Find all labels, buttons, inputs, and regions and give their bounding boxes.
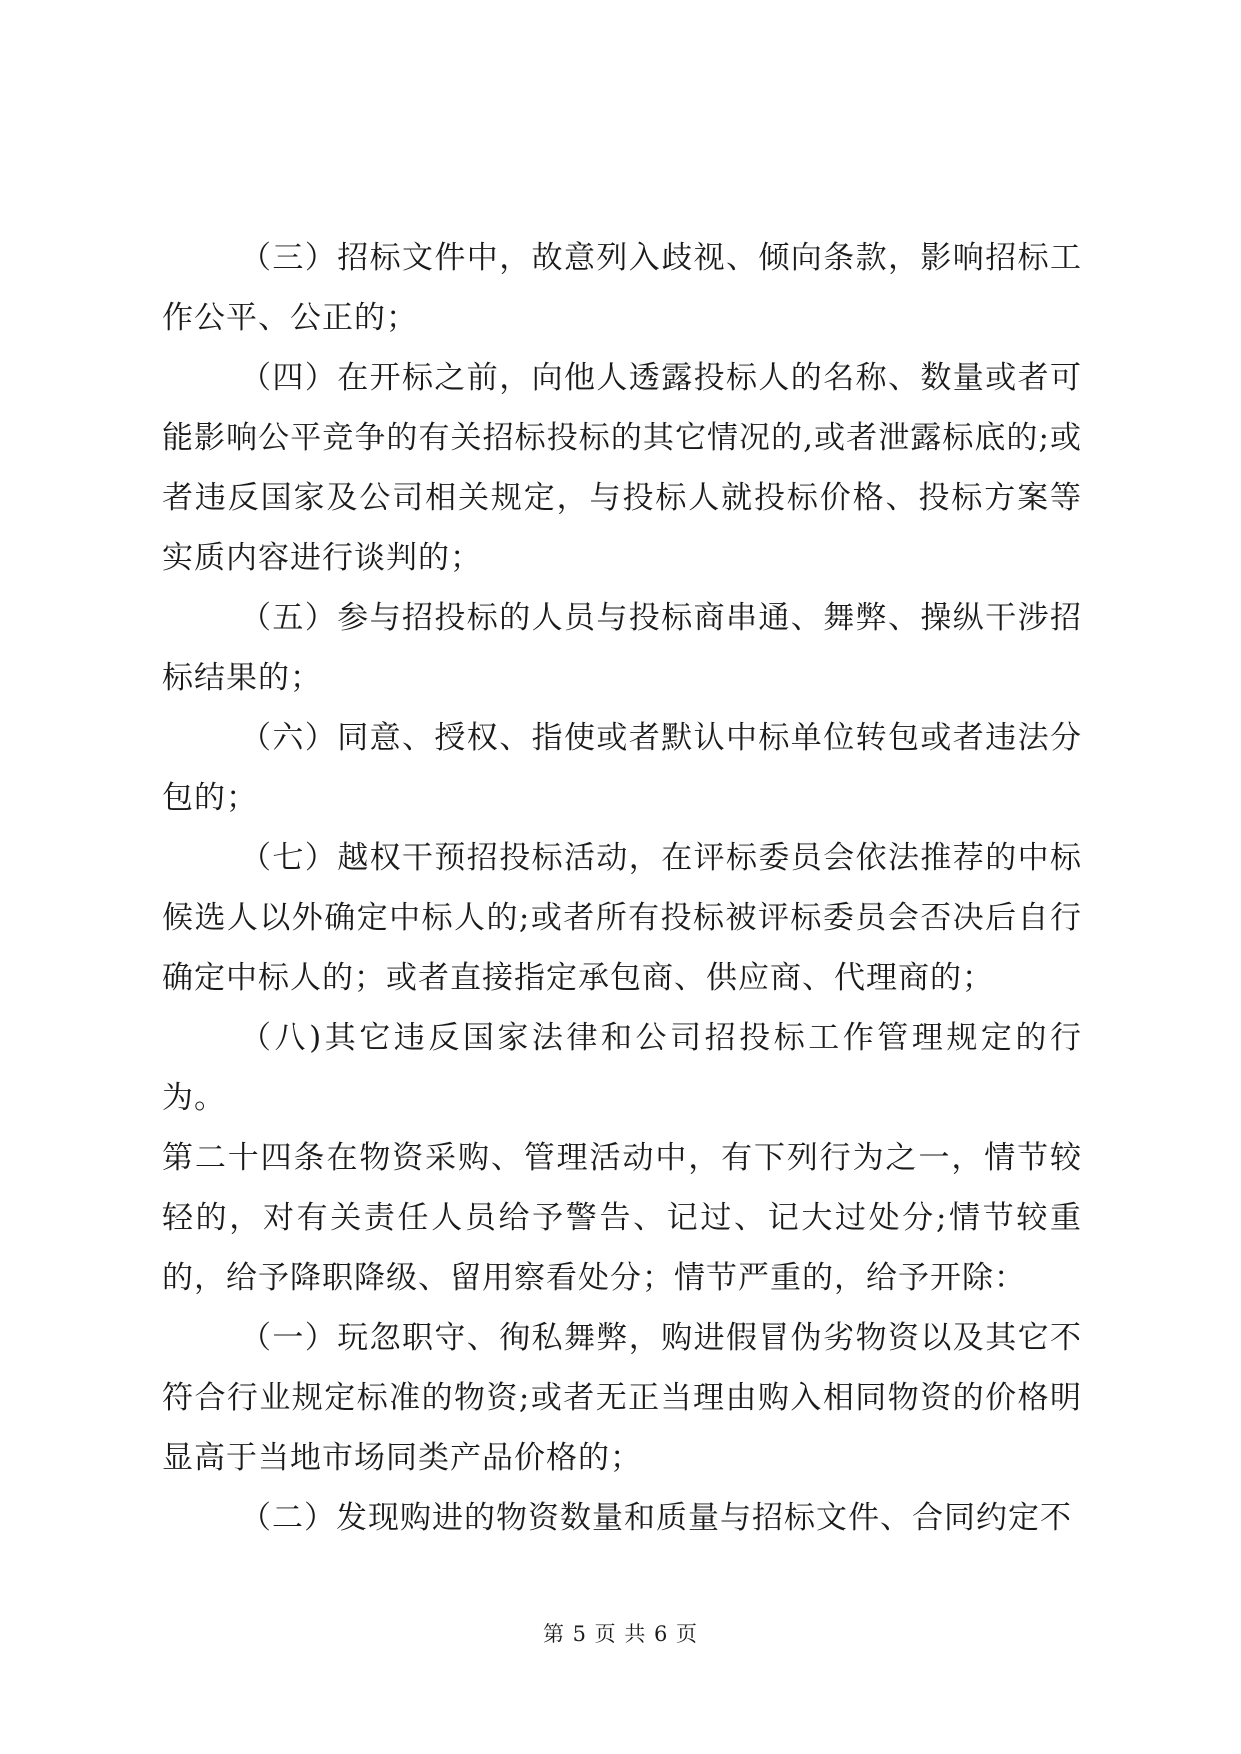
paragraph-item-1: （一）玩忽职守、徇私舞弊，购进假冒伪劣物资以及其它不符合行业规定标准的物资;或者无正当理由购入相同物资的价格明显高于当地市场同类产品价格的； — [162, 1320, 1082, 1476]
paragraph-item-7: （七）越权干预招投标活动，在评标委员会依法推荐的中标候选人以外确定中标人的;或者所有投标被评标委员会否决后自行确定中标人的；或者直接指定承包商、供应商、代理商的； — [162, 840, 1082, 996]
paragraph-item-3: （三）招标文件中，故意列入歧视、倾向条款，影响招标工作公平、公正的； — [162, 240, 1082, 336]
document-body — [162, 228, 1082, 1548]
paragraph-item-2: （二）发现购进的物资数量和质量与招标文件、合同约定不 — [240, 1500, 1072, 1536]
article-24-paragraph: 第二十四条在物资采购、管理活动中，有下列行为之一，情节较轻的，对有关责任人员给予警告、记过、记大过处分;情节较重的，给予降职降级、留用察看处分；情节严重的，给予开除： — [162, 1140, 1082, 1296]
paragraph-item-5: （五）参与招投标的人员与投标商串通、舞弊、操纵干涉招标结果的； — [162, 600, 1082, 696]
paragraph-item-8: （八)其它违反国家法律和公司招投标工作管理规定的行为。 — [162, 1020, 1082, 1116]
paragraph-item-6: （六）同意、授权、指使或者默认中标单位转包或者违法分包的； — [162, 720, 1082, 816]
page-footer: 第 5 页 共 6 页 — [542, 1622, 699, 1646]
paragraph-item-4: （四）在开标之前，向他人透露投标人的名称、数量或者可能影响公平竞争的有关招标投标的其它情况的,或者泄露标底的;或者违反国家及公司相关规定，与投标人就投标价格、投标方案等实质内容进行谈判的； — [162, 360, 1082, 576]
